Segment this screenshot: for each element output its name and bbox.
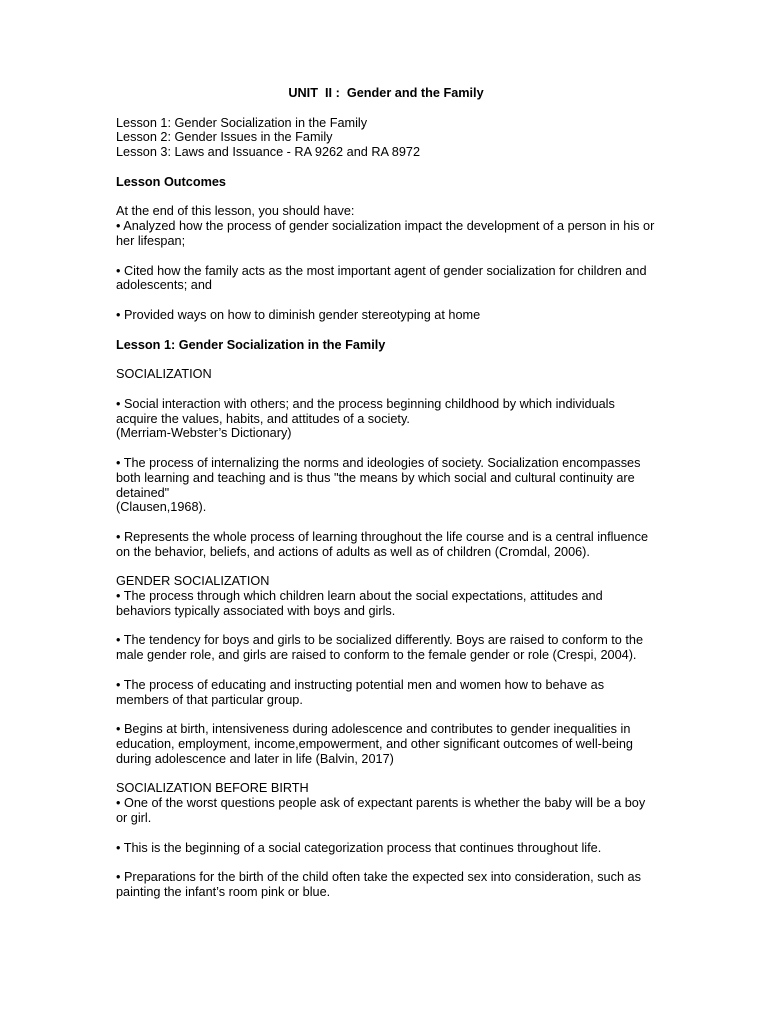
socialization-item — [116, 397, 656, 441]
definition-text: • The process of internalizing the norms and ideologies of society. Socialization encompasses both learning and teaching and is thus "the means by which social and cultural continuity are detained" — [116, 455, 641, 500]
lesson1-heading: Lesson 1: Gender Socialization in the Family — [116, 337, 386, 352]
lesson-list-item: Lesson 2: Gender Issues in the Family — [116, 130, 333, 145]
before-birth-item: • One of the worst questions people ask of expectant parents is whether the baby will be a boy or girl. — [116, 796, 646, 826]
socialization-item — [116, 456, 656, 515]
document-page — [116, 86, 656, 915]
citation: (Clausen,1968). — [116, 500, 207, 515]
definition-text: • Represents the whole process of learning throughout the life course and is a central influence on the behavior, beliefs, and actions of adults as well as of children (Cromdal, 2006). — [116, 529, 648, 559]
lesson-list-item: Lesson 3: Laws and Issuance - RA 9262 and RA 8972 — [116, 145, 421, 160]
socialization-item — [116, 530, 656, 560]
gender-socialization-item: • The tendency for boys and girls to be socialized differently. Boys are raised to conform to the male gender role, and girls are raised to conform to the female gender or role (Crespi, 2004). — [116, 633, 644, 663]
outcome-item: • Cited how the family acts as the most important agent of gender socialization for children and adolescents; and — [116, 263, 647, 293]
before-birth-heading: SOCIALIZATION BEFORE BIRTH — [116, 781, 309, 796]
socialization-heading: SOCIALIZATION — [116, 367, 212, 382]
definition-text: • Social interaction with others; and the process beginning childhood by which individuals acquire the values, habits, and attitudes of a society. — [116, 396, 615, 426]
lesson-list-item: Lesson 1: Gender Socialization in the Family — [116, 115, 368, 130]
gender-socialization-heading: GENDER SOCIALIZATION — [116, 574, 270, 589]
gender-socialization-item: • The process through which children learn about the social expectations, attitudes and behaviors typically associated with boys and girls. — [116, 589, 603, 618]
outcomes-intro: At the end of this lesson, you should have: — [116, 204, 355, 219]
before-birth-item: • This is the beginning of a social categorization process that continues throughout life. — [116, 840, 602, 855]
gender-socialization-item: • Begins at birth, intensiveness during adolescence and contributes to gender inequalities in education, employment, income,empowerment, and other significant outcomes of well-being during adolescence and later in life (Balvin, 2017) — [116, 722, 633, 766]
outcome-item — [116, 204, 656, 248]
citation: (Merriam-Webster’s Dictionary) — [116, 426, 292, 441]
outcome-text: • Analyzed how the process of gender socialization impact the development of a person in his or her lifespan; — [116, 219, 655, 248]
outcomes-heading: Lesson Outcomes — [116, 174, 226, 189]
before-birth-item: • Preparations for the birth of the child often take the expected sex into consideration, such as painting the infant’s room pink or blue. — [116, 870, 641, 900]
lesson-list — [116, 116, 656, 160]
unit-title: UNIT II : Gender and the Family — [288, 86, 484, 100]
outcome-item: • Provided ways on how to diminish gender stereotyping at home — [116, 307, 481, 322]
gender-socialization-item: • The process of educating and instructing potential men and women how to behave as members of that particular group. — [116, 677, 605, 707]
